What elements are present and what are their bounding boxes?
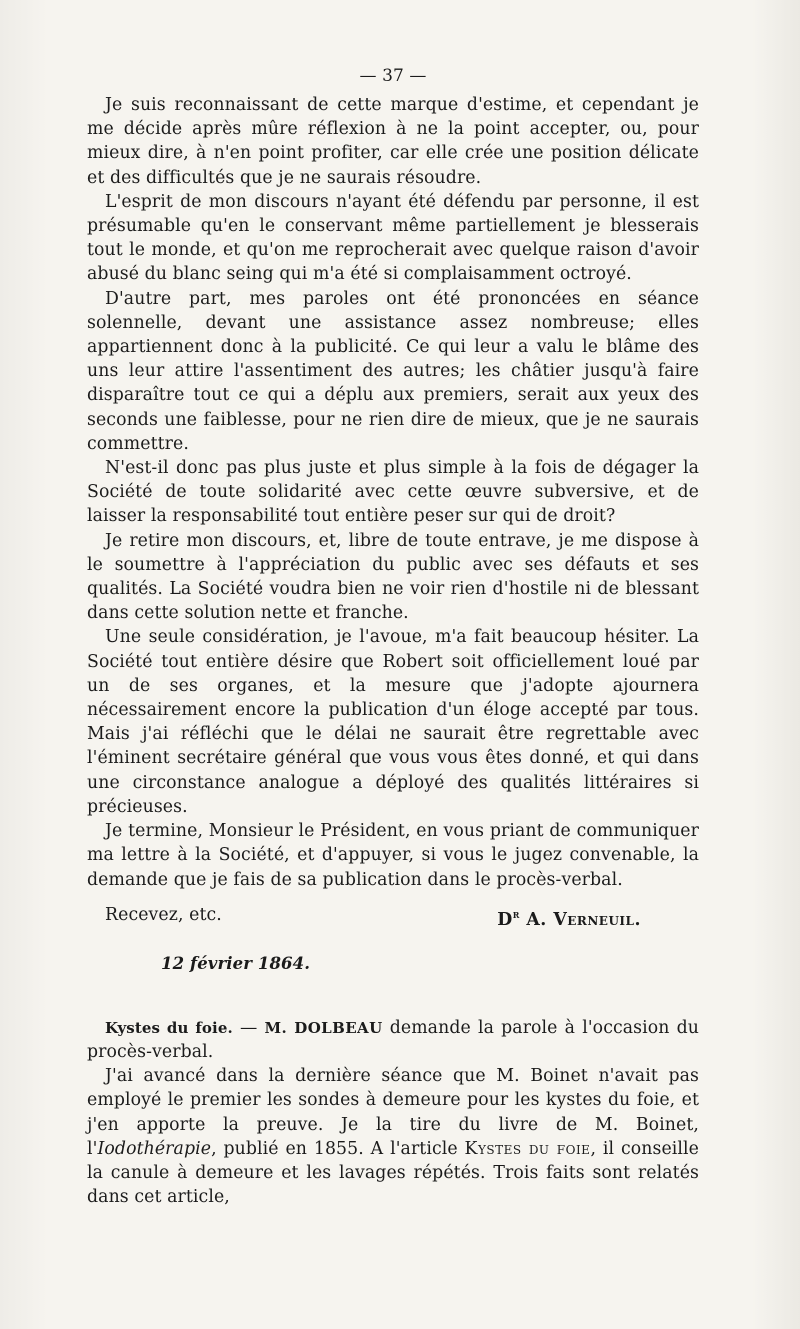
paragraph: L'esprit de mon discours n'ayant été défendu par personne, il est présumable qu'en le conservant même partiellement je blesserais tout le monde, et qu'on me reprocherait avec quelque raison d'avoir abusé du blanc seing qui m'a été si complaisamment octroyé.	[87, 191, 699, 285]
section-intro	[87, 1016, 699, 1064]
section-title: Kystes du foie.	[105, 1018, 233, 1037]
section-text: J'ai avancé dans la dernière séance que M. Boinet n'avait pas employé le premier les sondes à demeure pour les kystes du foie, et j'en apporte la preuve. Je la tire du livre de M. Boinet, l'	[87, 1066, 699, 1159]
paragraph: Une seule considération, je l'avoue, m'a fait beaucoup hésiter. La Société tout entière désire que Robert soit officiellement loué par un de ses organes, et la mesure que j'adopte ajournera nécessairement encore la publication d'un éloge accepté par tous. Mais j'ai réfléchi que le délai ne saurait être regrettable avec l'éminent secrétaire général que vous vous êtes donné, et qui dans une circonstance analogue a déployé des qualités littéraires si précieuses.	[87, 627, 699, 817]
letter-signature-line	[87, 903, 699, 932]
section-intro-text: demande la parole à l'occasion du procès-verbal.	[87, 1017, 700, 1063]
speaker-name: M. DOLBEAU	[264, 1018, 383, 1037]
section-text: , il conseille la canule à demeure et les lavages répétés. Trois faits sont relatés dans cet article,	[87, 1138, 699, 1208]
letter-date: 12 février 1864.	[161, 953, 311, 973]
signature	[497, 903, 641, 932]
signature-name: A. Verneuil.	[526, 909, 641, 930]
paragraph: Je termine, Monsieur le Président, en vous priant de communiquer ma lettre à la Société, et d'appuyer, si vous le jugez convenable, la demande que je fais de sa publication dans le procès-verbal.	[87, 821, 699, 890]
section-kystes-du-foie	[87, 1016, 699, 1210]
paragraph: Je suis reconnaissant de cette marque d'estime, et cependant je me décide après mûre réflexion à ne la point accepter, ou, pour mieux dire, à n'en point profiter, car elle crée une position délicate et des difficultés que je ne saurais résoudre.	[87, 95, 699, 188]
page-number: — 37 —	[359, 66, 427, 86]
signature-prefix: D	[497, 909, 513, 930]
section-dash: —	[232, 1017, 265, 1038]
section-paragraph	[87, 1064, 699, 1209]
paragraph: N'est-il donc pas plus juste et plus simple à la fois de dégager la Société de toute solidarité avec cette œuvre subversive, et de laisser la responsabilité tout entière peser sur qui de droit?	[87, 458, 699, 527]
book-title: Iodothérapie	[97, 1138, 212, 1159]
article-name: Kystes du foie	[464, 1138, 591, 1159]
section-text: , publié en 1855. A l'article	[211, 1138, 465, 1159]
signature-sup: r	[512, 907, 520, 921]
closing-formula: Recevez, etc.	[105, 904, 222, 925]
paragraph: Je retire mon discours, et, libre de toute entrave, je me dispose à le soumettre à l'appréciation du public avec ses défauts et ses qualités. La Société voudra bien ne voir rien d'hostile ni de blessant dans cette solution nette et franche.	[87, 530, 699, 624]
page-content	[87, 64, 699, 1210]
paragraph: D'autre part, mes paroles ont été prononcées en séance solennelle, devant une assistance assez nombreuse; elles appartiennent donc à la publicité. Ce qui leur a valu le blâme des uns leur attire l'assentiment des autres; les châtier jusqu'à faire disparaître tout ce qui a déplu aux premiers, serait aux yeux des seconds une faiblesse, pour ne rien dire de mieux, que je ne saurais commettre.	[87, 288, 699, 454]
